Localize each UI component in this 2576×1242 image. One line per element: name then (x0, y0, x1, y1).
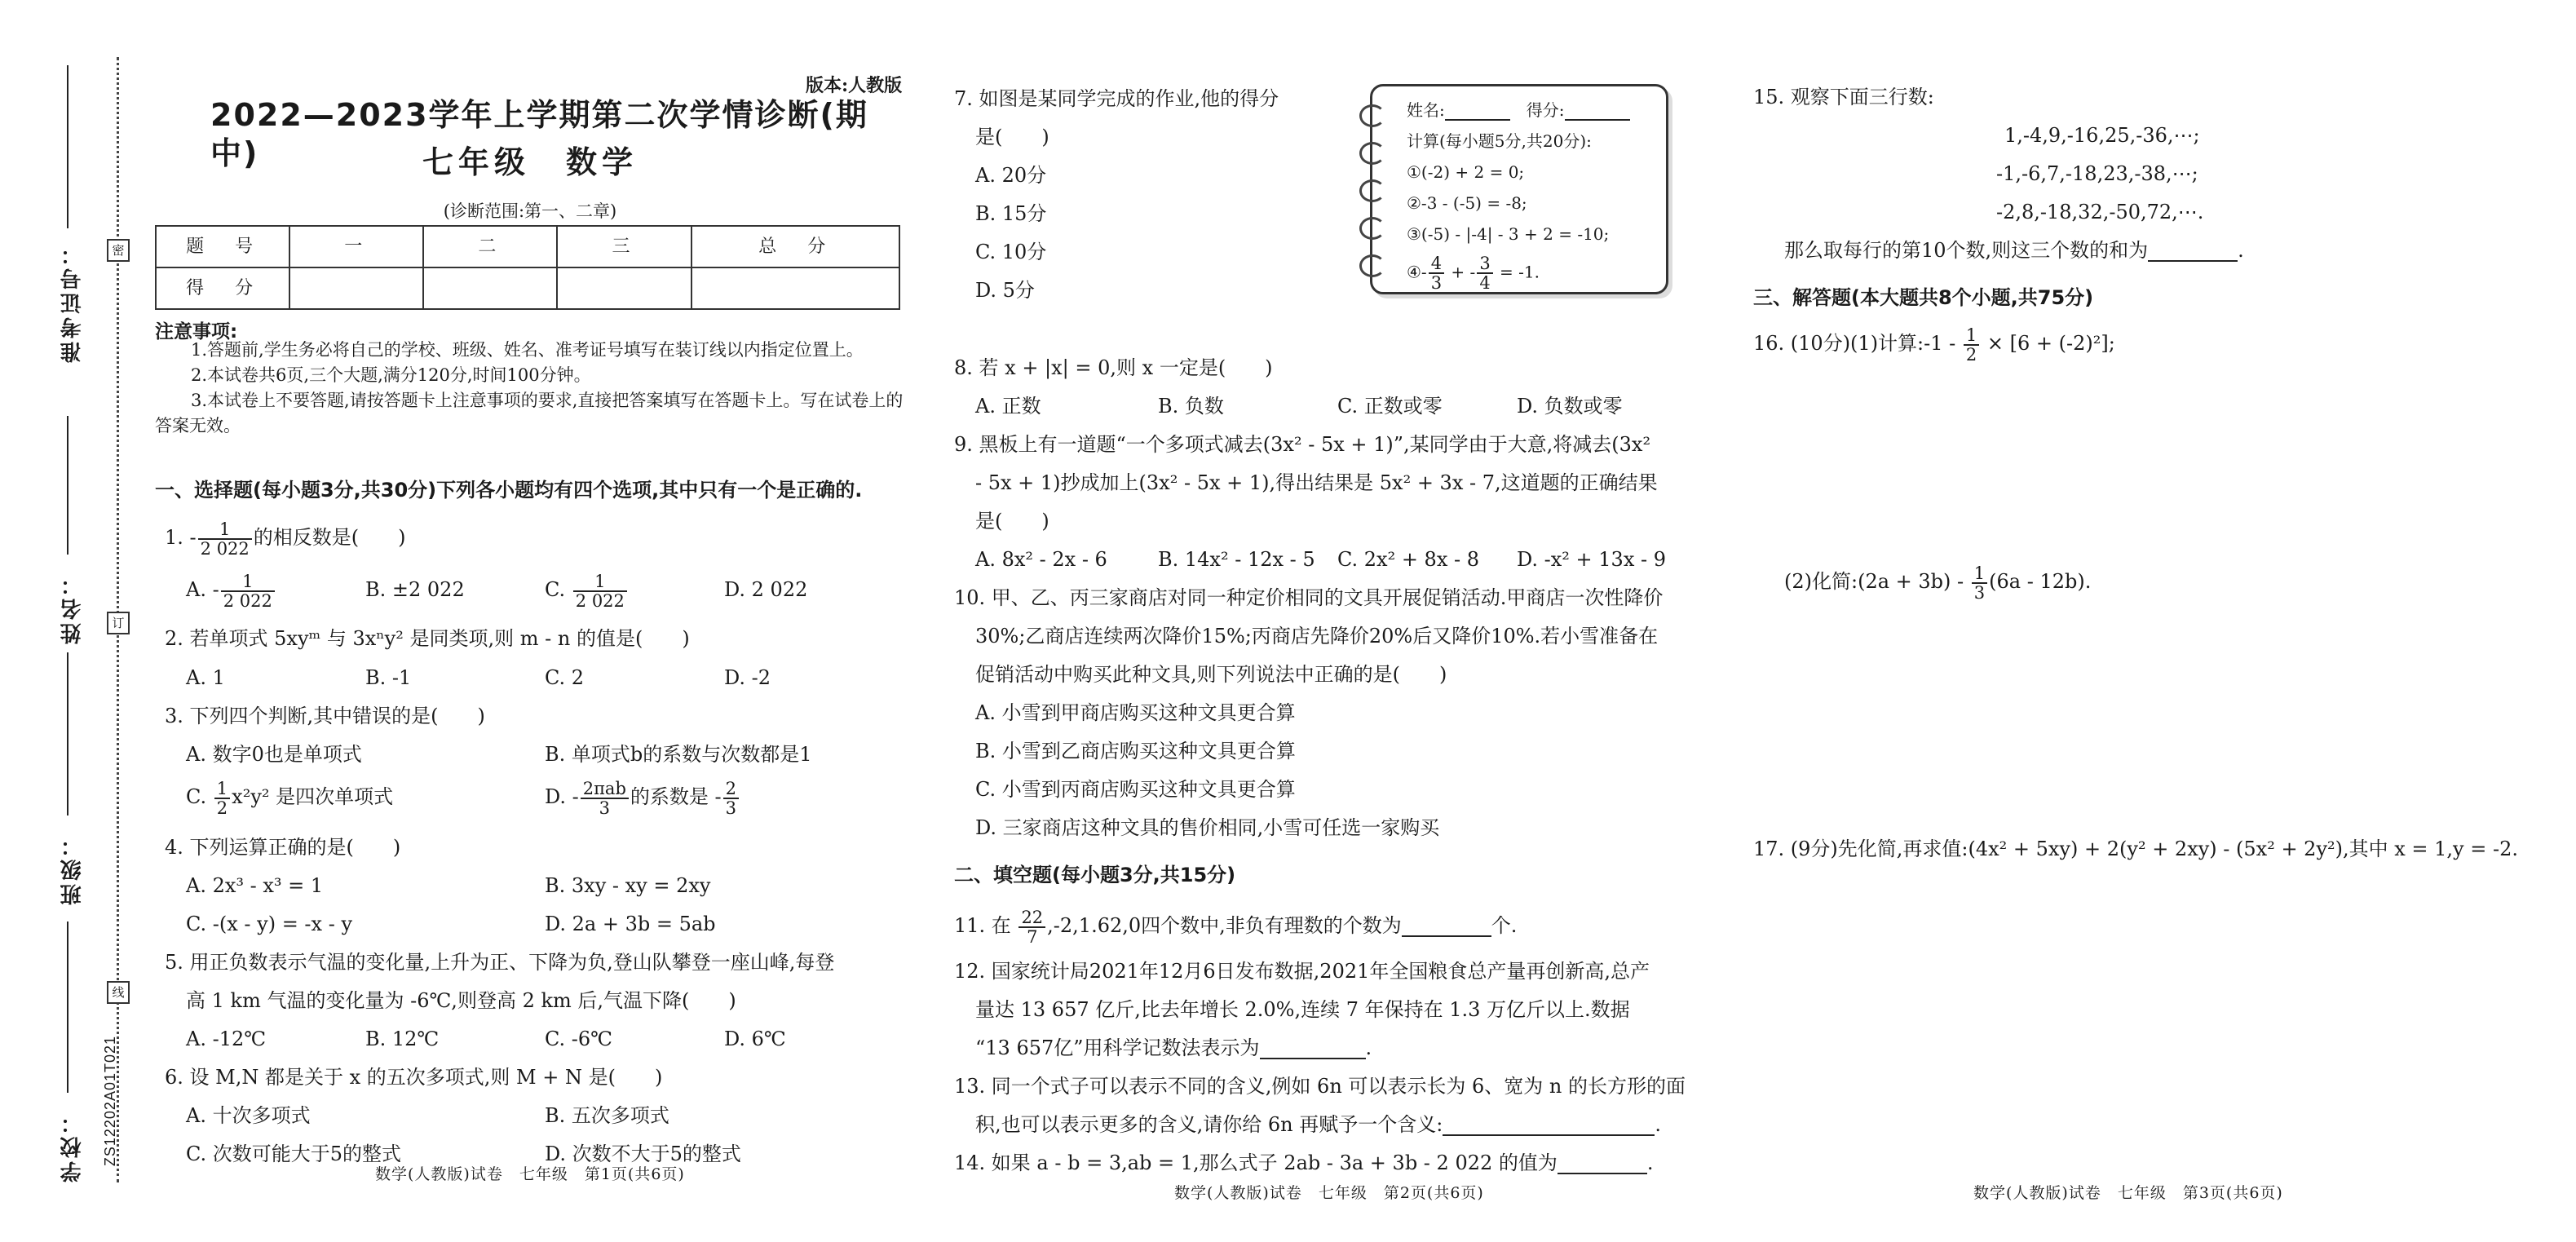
answer-blank[interactable] (1443, 1112, 1655, 1136)
homework-instruction: 计算(每小题5分,共20分): (1407, 131, 1592, 151)
exam-title: 2022—2023学年上学期第二次学情诊断(期中) (210, 97, 868, 171)
question-9-line-3: 是( ) (975, 510, 1049, 533)
question-5-line-2: 高 1 km 气温的变化量为 -6℃,则登高 2 km 后,气温下降( ) (186, 989, 736, 1012)
question-10-line-3: 促销活动中购买此种文具,则下列说法中正确的是( ) (975, 663, 1447, 686)
school-line (67, 922, 68, 1093)
exam-subtitle: 七年级 数学 (422, 144, 638, 180)
fraction: $\frac{22}{7}$ (1018, 908, 1045, 946)
page-3-footer: 数学(人教版)试卷 七年级 第3页(共6页) (1973, 1184, 2283, 1202)
section-3-heading: 三、解答题(本大题共8个小题,共75分) (1753, 286, 2094, 309)
q1-option-d: D. 2 022 (724, 578, 808, 601)
q2-option-b: B. -1 (365, 666, 412, 689)
q7-option-b: B. 15分 (975, 202, 1047, 225)
q6-option-a: A. 十次多项式 (186, 1104, 311, 1127)
section-2-heading: 二、填空题(每小题3分,共15分) (954, 864, 1236, 886)
page-1 (155, 0, 905, 1242)
question-16-part-1: 16. (10分)(1)计算:-1 - $\frac{1}{2}$ × [6 + (-2)²]; (1753, 325, 2115, 365)
notice-item: 1.答题前,学生务必将自己的学校、班级、姓名、准考证号填写在装订线以内指定位置上。 (191, 340, 864, 360)
q3-option-a: A. 数字0也是单项式 (186, 743, 362, 766)
q9-option-a: A. 8x² - 2x - 6 (975, 548, 1107, 571)
question-9-line-1: 9. 黑板上有一道题“一个多项式减去(3x² - 5x + 1)”,某同学由于大意,将减去(3x² (954, 433, 1651, 456)
fraction: $\frac{1}{2}$ (1964, 326, 1979, 364)
q9-option-b: B. 14x² - 12x - 5 (1158, 548, 1315, 571)
fraction: $\frac{1}{2}$ (214, 780, 230, 817)
spiral-ring-icon (1359, 254, 1385, 277)
q4-option-a: A. 2x³ - x³ = 1 (186, 874, 324, 897)
answer-blank[interactable] (2148, 237, 2238, 262)
q1-option-a: A. - $\frac{1}{2 022}$ (186, 571, 276, 610)
fraction: $\frac{4}{3}$ (1429, 254, 1444, 292)
q4-option-c: C. -(x - y) = -x - y (186, 913, 352, 935)
score-table-score-row (156, 267, 899, 309)
score-header-cell: 题 号 (156, 226, 289, 267)
question-15-ask: 那么取每行的第10个数,则这三个数的和为 . (1784, 239, 2244, 262)
bind-mark: 订 (107, 612, 130, 634)
q3-option-d: D. - $\frac{\text{2πab}}{3}$ 的系数是 - $\frac{2}{3}$ (545, 778, 740, 817)
class-label: 班级： (60, 832, 85, 905)
page-2-footer: 数学(人教版)试卷 七年级 第2页(共6页) (1174, 1184, 1484, 1202)
score-header-cell: 一 (289, 226, 423, 267)
question-12-line-3: “13 657亿”用科学记数法表示为 . (975, 1036, 1372, 1059)
score-row-label: 得 分 (156, 267, 289, 309)
question-12-line-2: 量达 13 657 亿斤,比去年增长 2.0%,连续 7 年保持在 1.3 万亿斤以上.数据 (975, 998, 1630, 1021)
homework-item-1: ①(-2) + 2 = 0; (1407, 162, 1525, 182)
question-8: 8. 若 x + |x| = 0,则 x 一定是( ) (954, 356, 1273, 379)
fraction: $\frac{1}{3}$ (1972, 564, 1987, 602)
question-7-line-2: 是( ) (975, 126, 1049, 148)
homework-item-3: ③(-5) - |-4| - 3 + 2 = -10; (1407, 224, 1610, 244)
page-3 (1753, 0, 2536, 1242)
question-9-line-2: - 5x + 1)抄成加上(3x² - 5x + 1),得出结果是 5x² + 3x - 7,这道题的正确结果 (975, 471, 1658, 494)
score-table-header-row (156, 226, 899, 267)
q8-option-b: B. 负数 (1158, 395, 1224, 418)
name-label: 姓名： (60, 571, 85, 644)
fraction: $\frac{2}{3}$ (723, 780, 739, 817)
score-table (155, 225, 900, 310)
q10-option-c: C. 小雪到丙商店购买这种文具更合算 (975, 778, 1296, 801)
q5-option-d: D. 6℃ (724, 1028, 786, 1050)
binding-strip (0, 0, 143, 1242)
line-mark: 线 (107, 981, 130, 1004)
admission-number-label: 准考证号： (60, 241, 85, 363)
q5-option-a: A. -12℃ (186, 1028, 267, 1050)
answer-blank[interactable] (1558, 1150, 1647, 1174)
score-header-cell: 二 (423, 226, 557, 267)
q1-option-b: B. ±2 022 (365, 578, 465, 601)
question-16-part-2: (2)化简:(2a + 3b) - $\frac{1}{3}$ (6a - 12b). (1784, 563, 2092, 603)
q7-option-d: D. 5分 (975, 279, 1035, 302)
fraction: $\frac{1}{2 022}$ (198, 520, 252, 558)
spiral-ring-icon (1359, 217, 1385, 240)
admission-number-line (67, 65, 68, 228)
question-13-line-2: 积,也可以表示更多的含义,请你给 6n 再赋予一个含义: . (975, 1113, 1661, 1136)
notice-item: 3.本试卷上不要答题,请按答题卡上注意事项的要求,直接把答案填写在答题卡上。写在试卷上的答案无效。 (155, 391, 904, 435)
paper-code: ZS12202A01T021 (102, 1036, 118, 1167)
q15-row-3: -2,8,-18,32,-50,72,⋯. (1996, 201, 2204, 223)
q1-option-c: C. $\frac{1}{2 022}$ (545, 571, 629, 610)
q10-option-d: D. 三家商店这种文具的售价相同,小雪可任选一家购买 (975, 816, 1440, 839)
q7-option-a: A. 20分 (975, 164, 1047, 187)
question-12-line-1: 12. 国家统计局2021年12月6日发布数据,2021年全国粮食总产量再创新高,总产 (954, 960, 1650, 983)
q9-option-c: C. 2x² + 8x - 8 (1337, 548, 1479, 571)
q8-option-a: A. 正数 (975, 395, 1041, 418)
question-14: 14. 如果 a - b = 3,ab = 1,那么式子 2ab - 3a + 3b - 2 022 的值为 . (954, 1151, 1654, 1174)
question-2: 2. 若单项式 5xyᵐ 与 3xⁿy² 是同类项,则 m - n 的值是( ) (165, 627, 690, 650)
q5-option-c: C. -6℃ (545, 1028, 612, 1050)
page-1-footer: 数学(人教版)试卷 七年级 第1页(共6页) (375, 1165, 685, 1183)
answer-blank[interactable] (1260, 1035, 1366, 1059)
homework-content (1407, 95, 1630, 292)
school-label: 学校： (60, 1109, 85, 1182)
q6-option-d: D. 次数不大于5的整式 (545, 1143, 741, 1165)
q8-option-c: C. 正数或零 (1337, 395, 1443, 418)
spiral-ring-icon (1359, 104, 1385, 127)
homework-item-2: ②-3 - (-5) = -8; (1407, 193, 1527, 213)
score-cell[interactable] (691, 267, 899, 309)
spiral-ring-icon (1359, 179, 1385, 202)
score-cell[interactable] (557, 267, 691, 309)
homework-header: 姓名: 得分: (1407, 95, 1630, 126)
q2-option-a: A. 1 (186, 666, 225, 689)
q8-option-d: D. 负数或零 (1517, 395, 1623, 418)
q3-option-c: C. $\frac{1}{2}$ x²y² 是四次单项式 (186, 778, 394, 818)
notice-title: 注意事项: (155, 321, 238, 343)
q7-option-c: C. 10分 (975, 241, 1047, 263)
answer-blank[interactable] (1402, 913, 1491, 937)
q15-row-1: 1,-4,9,-16,25,-36,⋯; (2004, 124, 2200, 147)
homework-card (1370, 84, 1668, 294)
question-3: 3. 下列四个判断,其中错误的是( ) (165, 705, 485, 727)
question-11: 11. 在 $\frac{22}{7}$ ,-2,1.62,0四个数中,非负有理数的个数为 个. (954, 907, 1518, 947)
edition-label: 版本:人教版 (806, 75, 903, 96)
q2-option-d: D. -2 (724, 666, 771, 689)
class-line (67, 652, 68, 815)
question-10-line-1: 10. 甲、乙、丙三家商店对同一种定价相同的文具开展促销活动.甲商店一次性降价 (954, 586, 1664, 609)
fraction: $\frac{3}{4}$ (1477, 254, 1492, 292)
question-13-line-1: 13. 同一个式子可以表示不同的含义,例如 6n 可以表示长为 6、宽为 n 的长方形的面 (954, 1075, 1686, 1098)
score-cell[interactable] (289, 267, 423, 309)
section-1-heading: 一、选择题(每小题3分,共30分)下列各小题均有四个选项,其中只有一个是正确的. (155, 479, 863, 502)
question-15: 15. 观察下面三行数: (1753, 86, 1934, 108)
question-17: 17. (9分)先化简,再求值:(4x² + 5xy) + 2(y² + 2xy) - (5x² + 2y²),其中 x = 1,y = -2. (1753, 838, 2518, 860)
q15-row-2: -1,-6,7,-18,23,-38,⋯; (1996, 162, 2198, 185)
homework-item-4: ④- $\frac{4}{3}$ + - $\frac{3}{4}$ = -1. (1407, 254, 1540, 293)
score-cell[interactable] (423, 267, 557, 309)
question-10-line-2: 30%;乙商店连续两次降价15%;丙商店先降价20%后又降价10%.若小雪准备在 (975, 625, 1659, 648)
q6-option-b: B. 五次多项式 (545, 1104, 669, 1127)
question-6: 6. 设 M,N 都是关于 x 的五次多项式,则 M + N 是( ) (165, 1066, 663, 1089)
q9-option-d: D. -x² + 13x - 9 (1517, 548, 1666, 571)
notice-item: 2.本试卷共6页,三个大题,满分120分,时间100分钟。 (191, 365, 591, 385)
q4-option-b: B. 3xy - xy = 2xy (545, 874, 711, 897)
question-4: 4. 下列运算正确的是( ) (165, 836, 401, 859)
q10-option-b: B. 小雪到乙商店购买这种文具更合算 (975, 740, 1296, 762)
exam-scope: (诊断范围:第一、二章) (443, 201, 617, 221)
notice-list (155, 338, 905, 439)
q3-option-b: B. 单项式b的系数与次数都是1 (545, 743, 812, 766)
score-header-cell: 三 (557, 226, 691, 267)
q4-option-d: D. 2a + 3b = 5ab (545, 913, 716, 935)
seal-mark: 密 (107, 239, 130, 262)
fraction: $\frac{1}{2 022}$ (221, 572, 275, 610)
spiral-ring-icon (1359, 142, 1385, 165)
question-5-line-1: 5. 用正负数表示气温的变化量,上升为正、下降为负,登山队攀登一座山峰,每登 (165, 951, 835, 974)
fraction: $\frac{1}{2 022}$ (573, 572, 627, 610)
q10-option-a: A. 小雪到甲商店购买这种文具更合算 (975, 701, 1296, 724)
page-2 (954, 0, 1712, 1242)
q2-option-c: C. 2 (545, 666, 585, 689)
fraction: $\frac{\text{2πab}}{3}$ (581, 780, 629, 817)
question-7-line-1: 7. 如图是某同学完成的作业,他的得分 (954, 87, 1279, 110)
score-header-cell: 总 分 (691, 226, 899, 267)
q5-option-b: B. 12℃ (365, 1028, 440, 1050)
name-line (67, 416, 68, 555)
question-1: 1. - $\frac{1}{2 022}$ 的相反数是( ) (165, 519, 406, 559)
q6-option-c: C. 次数可能大于5的整式 (186, 1143, 402, 1165)
